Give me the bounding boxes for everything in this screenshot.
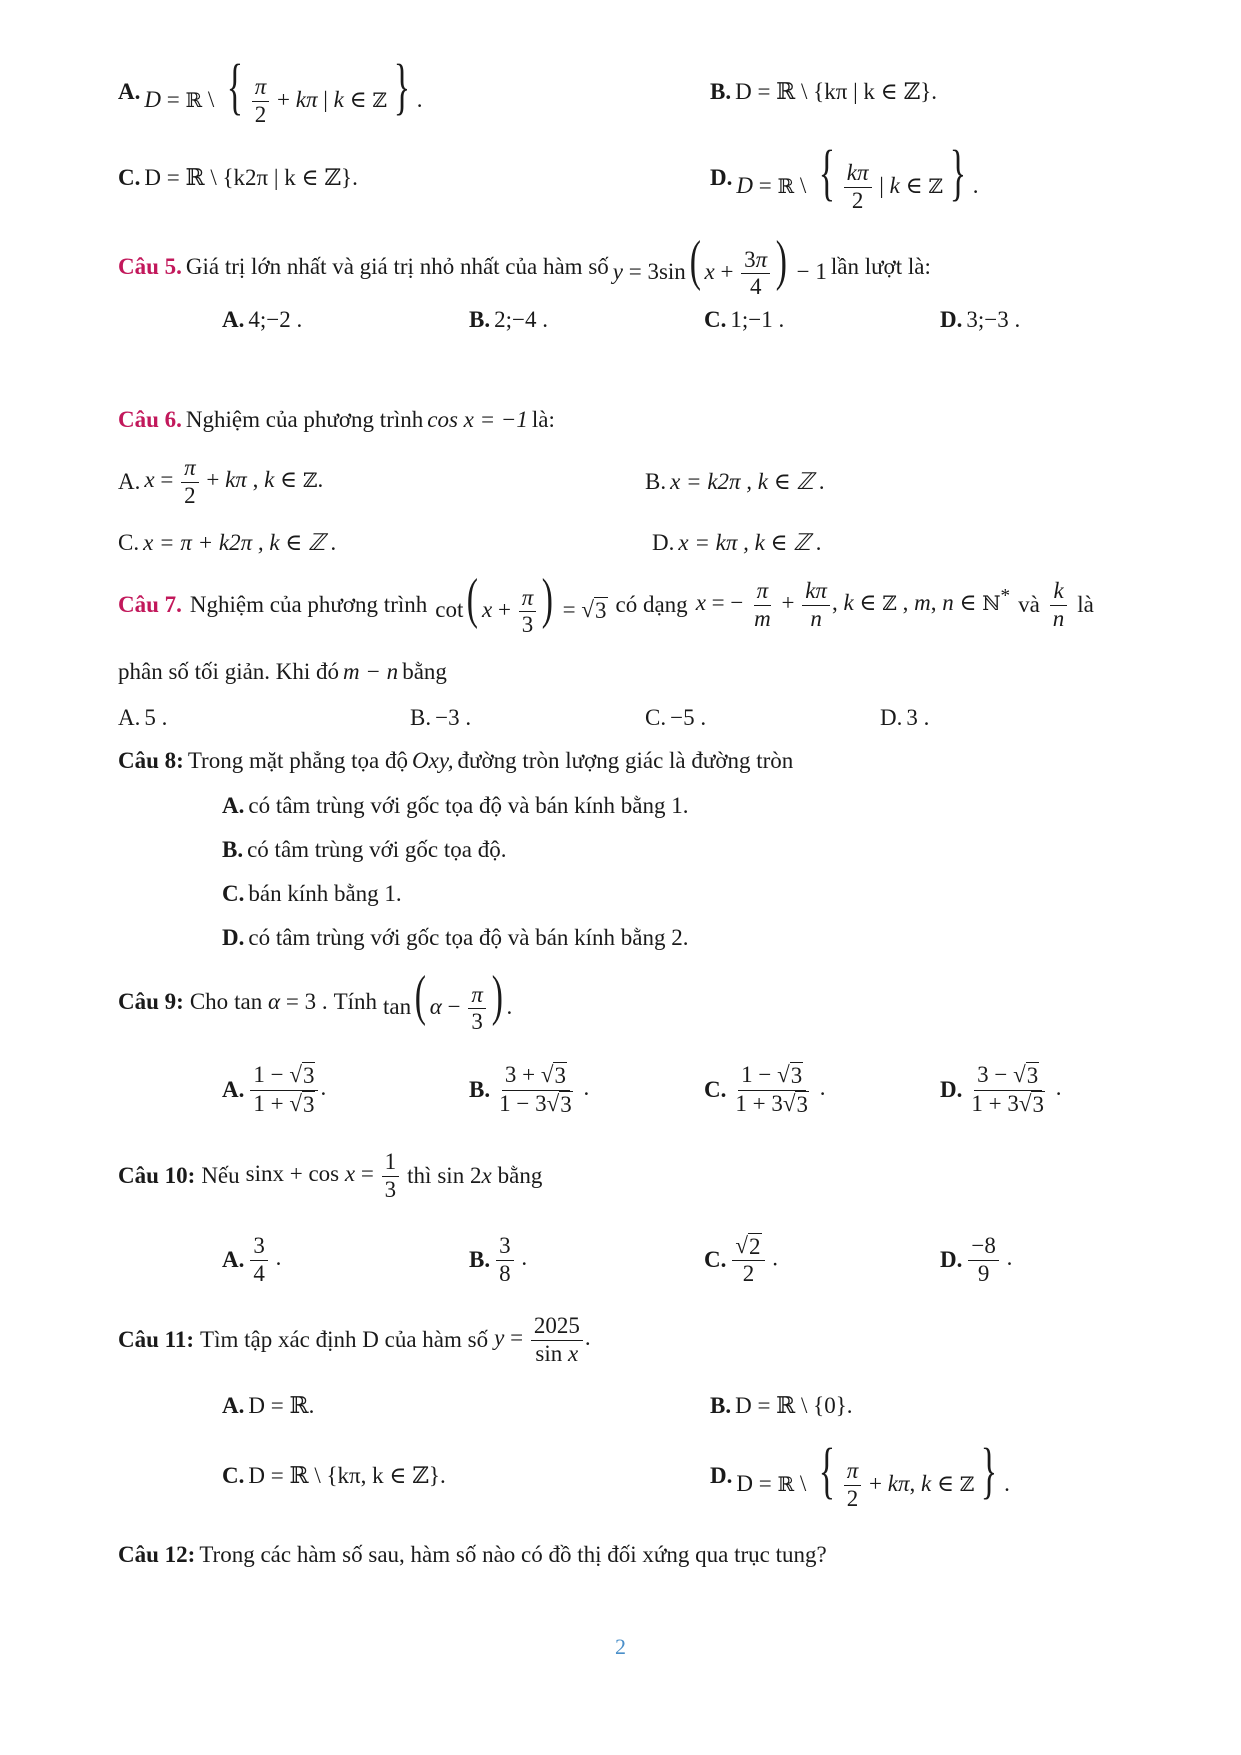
q4-row-ab: [0, 52, 1241, 127]
q6-row-ab: [0, 452, 1241, 512]
q6-label: Câu 6.: [118, 407, 182, 432]
q7-option-c[interactable]: C. −5 .: [645, 705, 707, 730]
q5-option-c[interactable]: C. 1;−1 .: [704, 307, 785, 332]
q7-option-b[interactable]: B. −3 .: [410, 705, 472, 730]
q4-option-b[interactable]: B. D = ℝ \ {kπ | k ∈ ℤ}.: [710, 79, 938, 104]
q5-option-b[interactable]: B. 2;−4 .: [469, 307, 548, 332]
q4-d-math: D = ℝ \ { $\frac{k\pi}{2}$ | k ∈ ℤ } .: [736, 138, 979, 213]
q7-fraction: $\frac{k}{n}$: [1048, 578, 1070, 632]
q12-stem: Câu 12: Trong các hàm số sau, hàm số nào có đồ thị đối xứng qua trục tung?: [118, 1542, 827, 1567]
q5-options: [0, 300, 1241, 340]
q10-label: Câu 10:: [118, 1163, 196, 1188]
q6-option-d[interactable]: D. x = kπ , k ∈ ℤ .: [652, 530, 822, 555]
q7-expr: m − n: [343, 659, 399, 684]
q11-row-cd: [0, 1436, 1241, 1511]
q10-given: sinx + cos x = $\frac{1}{3}$: [246, 1149, 401, 1203]
q4-option-d[interactable]: D. D = ℝ \ { $\frac{k\pi}{2}$ | k ∈ ℤ } .: [710, 138, 979, 213]
q6-option-a[interactable]: A. x = $\frac{\pi}{2}$ + kπ , k ∈ ℤ.: [118, 455, 324, 508]
q9-given: tan α = 3 .: [234, 989, 328, 1014]
q9-option-b[interactable]: B. 3 + √ 3 1 − 3√ 3 .: [469, 1062, 590, 1117]
q4-a-math: D = ℝ \ { $\frac{\pi}{2}$ + kπ | k ∈ ℤ } .: [144, 52, 423, 127]
q9-option-a[interactable]: A. 1 − √ 3 1 + √ 3 .: [222, 1062, 327, 1117]
q7-stem: Câu 7. Nghiệm của phương trình cot( x + $\frac{\pi}{3}$ ) = √ 3 có dạng x = − $\frac{\pi}{m}$ + $\frac{k\pi}{n}$ , k ∈ ℤ , m, n ∈ ℕ* và $\frac{k}{n}$ là: [118, 568, 1094, 638]
page-number: 2: [615, 1634, 626, 1659]
q11-option-d[interactable]: D. D = ℝ \ { $\frac{\pi}{2}$ + kπ, k ∈ ℤ } .: [710, 1436, 1010, 1511]
q10-ask: sin 2x: [437, 1163, 492, 1188]
q4-c-math: D = ℝ \ {k2π | k ∈ ℤ}.: [144, 165, 358, 190]
q9-label: Câu 9:: [118, 989, 184, 1014]
q11-option-c[interactable]: C. D = ℝ \ {kπ, k ∈ ℤ}.: [222, 1463, 446, 1488]
q8-option-c[interactable]: C. bán kính bằng 1.: [222, 881, 402, 906]
q5-formula: y = 3sin( x + $\frac{3\pi}{4}$ ) − 1: [612, 230, 827, 300]
q9-options: [0, 1060, 1241, 1120]
q11-stem: Câu 11: Tìm tập xác định D của hàm số y = $\frac{2025}{\text{sin x}}$ .: [118, 1313, 591, 1366]
q5-stem: [0, 230, 1241, 300]
q5-text-after: lần lượt là:: [830, 254, 931, 279]
q8-stem: Câu 8: Trong mặt phẳng tọa độ Oxy, đường tròn lượng giác là đường tròn: [118, 748, 794, 773]
q11-option-b[interactable]: B. D = ℝ \ {0}.: [710, 1393, 853, 1418]
q4-row-cd: [0, 138, 1241, 213]
q9-option-d[interactable]: D. 3 − √ 3 1 + 3√ 3 .: [940, 1062, 1062, 1117]
q6-formula: cos x = −1: [427, 407, 528, 432]
q5-label: Câu 5.: [118, 254, 182, 279]
q7-form: x = − $\frac{\pi}{m}$ + $\frac{k\pi}{n}$ , k ∈ ℤ , m, n ∈ ℕ*: [695, 578, 1011, 631]
q10-options: [0, 1230, 1241, 1290]
q5-option-d[interactable]: D. 3;−3 .: [940, 307, 1021, 332]
q6-text-before: Nghiệm của phương trình: [185, 407, 424, 432]
q8-option-a[interactable]: A. có tâm trùng với gốc tọa độ và bán kính bằng 1.: [222, 793, 689, 818]
q4-option-c[interactable]: C. D = ℝ \ {k2π | k ∈ ℤ}.: [118, 165, 358, 190]
q10-option-b[interactable]: B. $\frac{3}{8}$ .: [469, 1233, 528, 1286]
q10-option-d[interactable]: D. $\frac{-8}{9}$ .: [940, 1233, 1013, 1286]
q10-stem: Câu 10: Nếu sinx + cos x = $\frac{1}{3}$ thì sin 2x bằng: [118, 1149, 543, 1202]
q7-label: Câu 7.: [118, 592, 182, 617]
q4-b-math: D = ℝ \ {kπ | k ∈ ℤ}.: [735, 79, 938, 104]
q7-option-a[interactable]: A. 5 .: [118, 705, 168, 730]
q7-options: [0, 698, 1241, 738]
q7-line2: phân số tối giản. Khi đó m − n bằng: [118, 659, 447, 684]
q5-option-a[interactable]: A. 4;−2 .: [222, 307, 303, 332]
q6-stem: [0, 400, 1241, 440]
q7-option-d[interactable]: D. 3 .: [880, 705, 930, 730]
q11-formula: y = $\frac{2025}{\text{sin x}}$ .: [494, 1313, 591, 1366]
q11-label: Câu 11:: [118, 1327, 195, 1352]
q4-option-a[interactable]: A. D = ℝ \ { $\frac{\pi}{2}$ + kπ | k ∈ ℤ } .: [118, 52, 423, 127]
q6-option-b[interactable]: B. x = k2π , k ∈ ℤ .: [645, 469, 826, 494]
q9-option-c[interactable]: C. 1 − √ 3 1 + 3√ 3 .: [704, 1062, 826, 1117]
q6-a-math: x = $\frac{\pi}{2}$ + kπ , k ∈ ℤ.: [144, 455, 324, 508]
q11-row-ab: [0, 1384, 1241, 1428]
q7-equation: cot( x + $\frac{\pi}{3}$ ) = √ 3: [435, 568, 607, 638]
q12-label: Câu 12:: [118, 1542, 196, 1567]
q8-option-b[interactable]: B. có tâm trùng với gốc tọa độ.: [222, 837, 507, 862]
q10-option-a[interactable]: A. $\frac{3}{4}$ .: [222, 1233, 282, 1286]
q11-option-a[interactable]: A. D = ℝ.: [222, 1393, 315, 1418]
q8-label: Câu 8:: [118, 748, 184, 773]
q9-stem: Câu 9: Cho tan α = 3 . Tính tan( α − $\frac{\pi}{3}$ ) .: [118, 965, 513, 1035]
q6-text-after: là:: [531, 407, 555, 432]
q8-oxy: Oxy,: [412, 748, 454, 773]
q6-option-c[interactable]: C. x = π + k2π , k ∈ ℤ .: [118, 530, 337, 555]
q8-option-d[interactable]: D. có tâm trùng với gốc tọa độ và bán kính bằng 2.: [222, 925, 689, 950]
q10-option-c[interactable]: C. √ 2 2 .: [704, 1232, 778, 1286]
q9-ask: tan( α − $\frac{\pi}{3}$ ) .: [383, 965, 513, 1035]
q6-row-cd: [0, 523, 1241, 563]
q5-text-before: Giá trị lớn nhất và giá trị nhỏ nhất của hàm số: [185, 254, 609, 279]
